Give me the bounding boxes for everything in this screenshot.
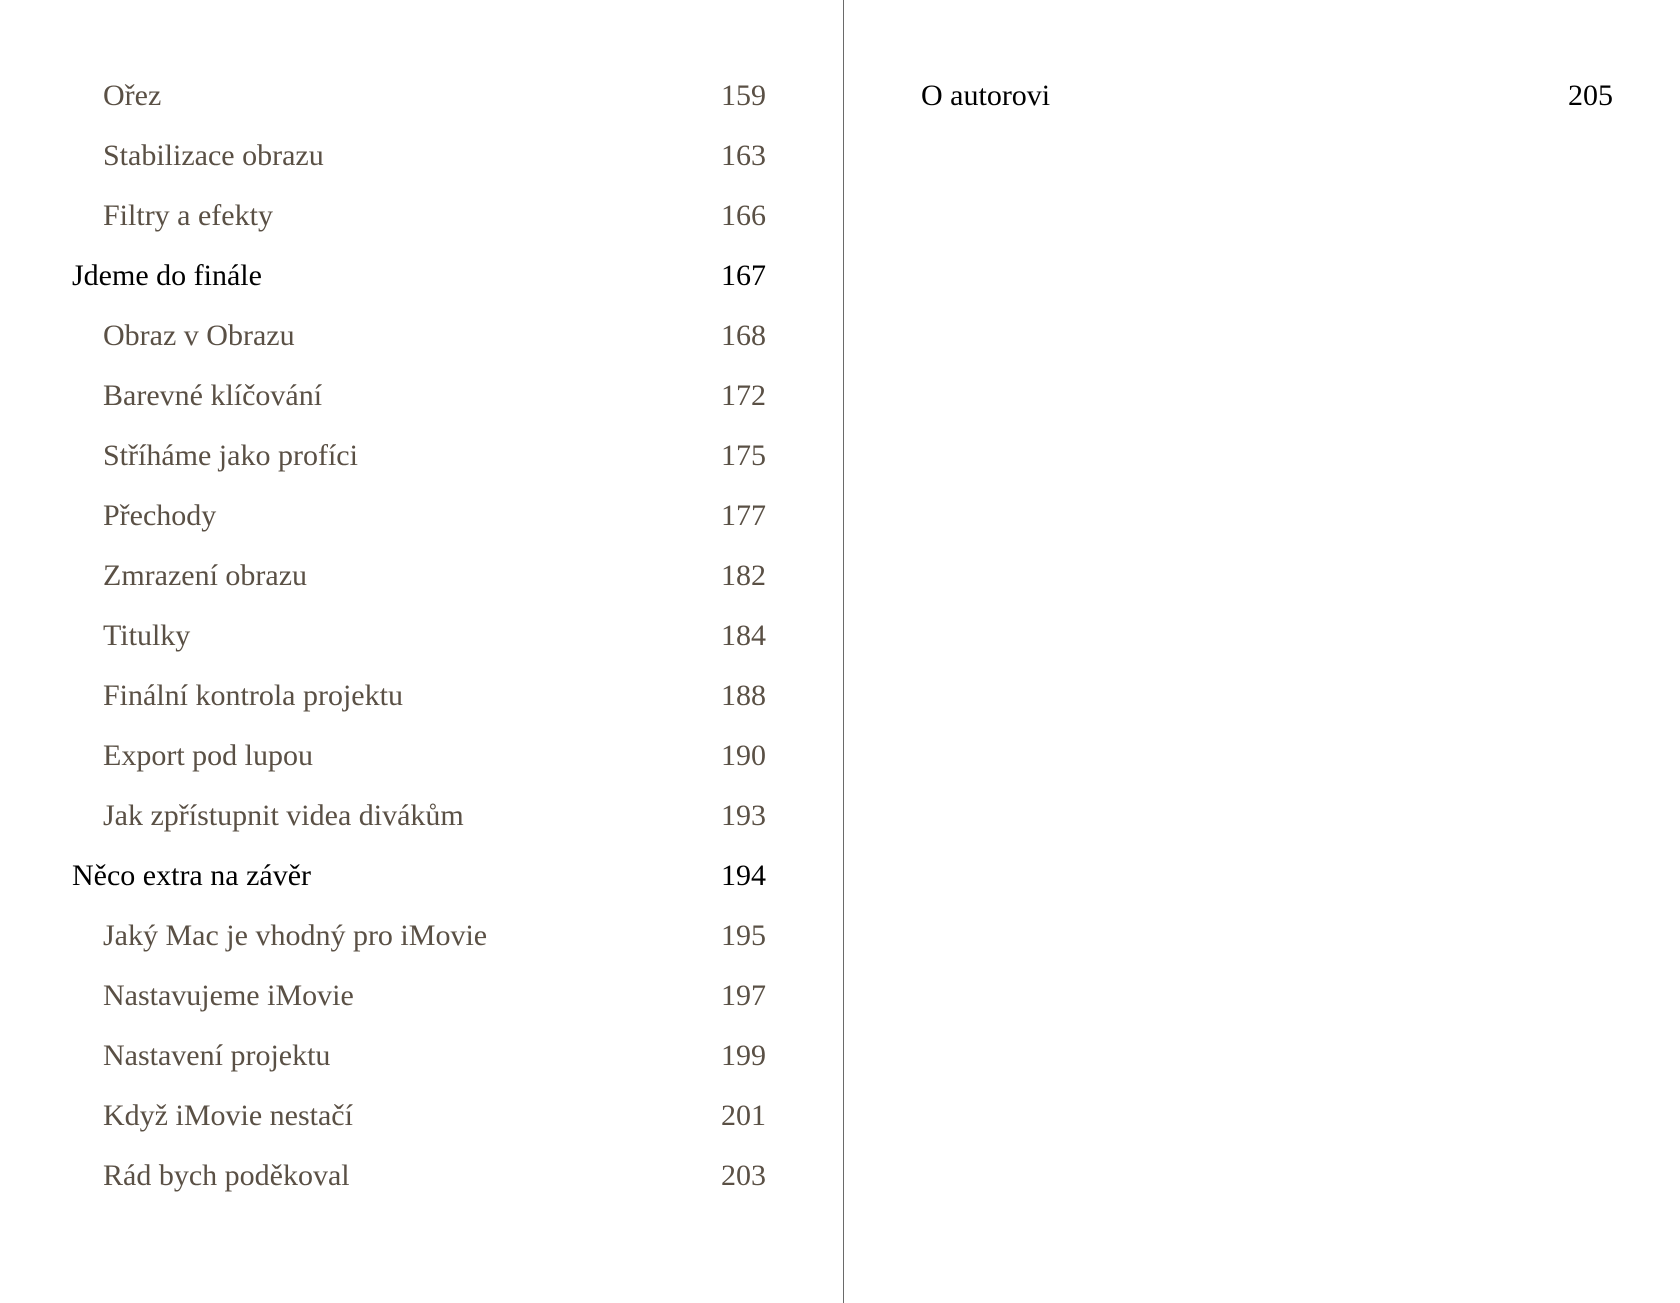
toc-entry-page-number: 163 [721, 139, 766, 172]
toc-chapter-entry[interactable] [921, 66, 1613, 126]
toc-chapter-title: Něco extra na závěr [72, 859, 312, 892]
toc-entry-title: Přechody [103, 499, 217, 532]
toc-chapter-title: O autorovi [921, 79, 1051, 112]
toc-entry[interactable] [72, 66, 766, 126]
toc-entry-title: Obraz v Obrazu [103, 319, 295, 352]
toc-entry-page-number: 201 [721, 1099, 766, 1132]
toc-entry-title: Export pod lupou [103, 739, 313, 772]
toc-chapter-page-number: 167 [721, 259, 766, 292]
toc-entry[interactable] [72, 186, 766, 246]
toc-entry[interactable] [72, 786, 766, 846]
right-page [844, 0, 1680, 1296]
toc-entry[interactable] [72, 126, 766, 186]
toc-entry-page-number: 193 [721, 799, 766, 832]
toc-entry[interactable] [72, 726, 766, 786]
toc-entry[interactable] [72, 1146, 766, 1206]
toc-entry[interactable] [72, 966, 766, 1026]
toc-entry-page-number: 166 [721, 199, 766, 232]
toc-entry-page-number: 182 [721, 559, 766, 592]
toc-entry-title: Barevné klíčování [103, 379, 323, 412]
toc-chapter-title: Jdeme do finále [72, 259, 262, 292]
toc-entry-title: Finální kontrola projektu [103, 679, 403, 712]
toc-entry-page-number: 177 [721, 499, 766, 532]
toc-entry-title: Stříháme jako profíci [103, 439, 358, 472]
toc-entry-title: Ořez [103, 79, 162, 112]
toc-entry[interactable] [72, 906, 766, 966]
toc-entry-page-number: 175 [721, 439, 766, 472]
toc-entry[interactable] [72, 1086, 766, 1146]
toc-chapter-entry[interactable] [72, 246, 766, 306]
toc-entry-title: Nastavujeme iMovie [103, 979, 354, 1012]
toc-entry[interactable] [72, 366, 766, 426]
toc-entry-title: Jak zpřístupnit videa divákům [103, 799, 464, 832]
toc-list-right [921, 66, 1613, 126]
toc-entry-page-number: 197 [721, 979, 766, 1012]
toc-list-left [72, 66, 766, 1206]
toc-entry-page-number: 188 [721, 679, 766, 712]
toc-entry-page-number: 203 [721, 1159, 766, 1192]
toc-entry[interactable] [72, 606, 766, 666]
toc-entry-title: Stabilizace obrazu [103, 139, 324, 172]
toc-entry-title: Filtry a efekty [103, 199, 273, 232]
toc-entry[interactable] [72, 1026, 766, 1086]
toc-entry-page-number: 195 [721, 919, 766, 952]
toc-entry[interactable] [72, 426, 766, 486]
toc-entry-title: Rád bych poděkoval [103, 1159, 350, 1192]
toc-entry[interactable] [72, 306, 766, 366]
toc-entry-title: Nastavení projektu [103, 1039, 331, 1072]
toc-entry-title: Zmrazení obrazu [103, 559, 308, 592]
toc-chapter-page-number: 194 [721, 859, 766, 892]
toc-entry[interactable] [72, 486, 766, 546]
toc-entry-page-number: 184 [721, 619, 766, 652]
toc-entry-page-number: 172 [721, 379, 766, 412]
toc-chapter-page-number: 205 [1568, 79, 1613, 112]
toc-entry-page-number: 199 [721, 1039, 766, 1072]
toc-entry-page-number: 190 [721, 739, 766, 772]
toc-chapter-entry[interactable] [72, 846, 766, 906]
toc-entry[interactable] [72, 666, 766, 726]
toc-entry-title: Titulky [103, 619, 191, 652]
toc-entry-title: Když iMovie nestačí [103, 1099, 353, 1132]
toc-entry-page-number: 168 [721, 319, 766, 352]
toc-entry-title: Jaký Mac je vhodný pro iMovie [103, 919, 488, 952]
toc-entry-page-number: 159 [721, 79, 766, 112]
left-page [0, 0, 843, 1296]
toc-entry[interactable] [72, 546, 766, 606]
